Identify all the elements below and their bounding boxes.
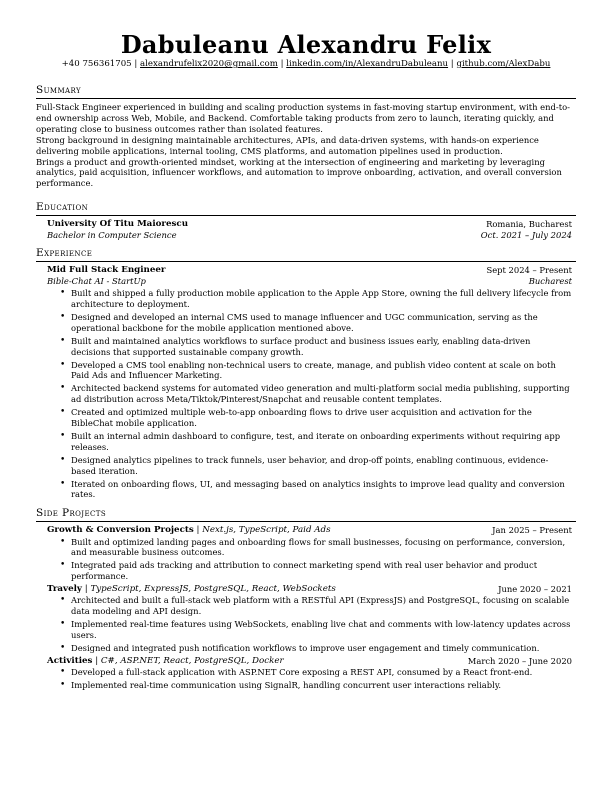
list-item: • Architected and built a full-stack web platform with a RESTful API (ExpressJS) and PostgreSQL, focusing on scalable data modeling and API design.: [71, 595, 572, 617]
email-link[interactable]: alexandrufelix2020@gmail.com: [140, 59, 278, 69]
section-heading-experience: Experience: [36, 247, 576, 262]
project-entry: [36, 525, 576, 582]
list-item: • Developed a CMS tool enabling non-technical users to create, manage, and publish video content at scale on both Paid Ads and Influencer Marketing.: [71, 360, 572, 382]
list-item: • Integrated paid ads tracking and attribution to connect marketing spend with real user behavior and product performance.: [71, 560, 572, 582]
contact-separator: |: [450, 59, 454, 69]
project-bullets: [47, 667, 572, 691]
list-item: • Built an internal admin dashboard to configure, test, and iterate on onboarding experiments without requiring app releases.: [71, 431, 572, 453]
school-location: Romania, Bucharest: [486, 219, 572, 230]
list-item: • Implemented real-time communication using SignalR, handling concurrent user interactions reliably.: [71, 680, 572, 691]
project-name: Activities: [47, 655, 93, 666]
list-item: • Iterated on onboarding flows, UI, and messaging based on analytics insights to improve lead quality and conversion rates.: [71, 479, 572, 501]
job-title: Mid Full Stack Engineer: [47, 264, 166, 275]
phone-number: +40 756361705: [61, 59, 132, 69]
summary-text: [36, 102, 576, 189]
project-tech: C#, ASP.NET, React, PostgreSQL, Docker: [100, 655, 284, 666]
project-dates: June 2020 – 2021: [498, 584, 572, 595]
list-item: • Designed and integrated push notification workflows to improve user engagement and timely communication.: [71, 643, 572, 654]
summary-paragraph: Strong background in designing maintainable architectures, APIs, and data-driven systems, with hands-on experience delivering mobile applications, internal tooling, CMS platforms, and automation pipelines used in production.: [36, 134, 539, 156]
project-name: Travely: [47, 584, 82, 595]
candidate-name: Dabuleanu Alexandru Felix: [120, 30, 492, 59]
list-item: • Implemented real-time features using WebSockets, enabling live chat and comments with low-latency updates across users.: [71, 619, 572, 641]
list-item: • Built and optimized landing pages and onboarding flows for small businesses, focusing on performance, conversion, and measurable business outcomes.: [71, 537, 572, 559]
list-item: • Designed analytics pipelines to track funnels, user behavior, and drop-off points, enabling continuous, evidence-based iteration.: [71, 455, 572, 477]
github-link[interactable]: github.com/AlexDabu: [456, 59, 551, 69]
list-item: • Created and optimized multiple web-to-app onboarding flows to drive user acquisition and activation for the BibleChat mobile application.: [71, 407, 572, 429]
contact-line: [36, 58, 576, 70]
resume-page: [36, 30, 576, 693]
project-entry: [36, 584, 576, 654]
list-item: • Built and shipped a fully production mobile application to the Apple App Store, owning the full delivery lifecycle from architecture to deployment.: [71, 288, 572, 310]
project-tech: Next.js, TypeScript, Paid Ads: [202, 525, 331, 536]
project-name: Growth & Conversion Projects: [47, 525, 194, 536]
list-item: • Developed a full-stack application with ASP.NET Core exposing a REST API, consumed by a React front-end.: [71, 667, 572, 678]
education-entry: [36, 219, 576, 241]
linkedin-link[interactable]: linkedin.com/in/AlexandruDabuleanu: [286, 59, 449, 69]
summary-paragraph: Brings a product and growth-oriented mindset, working at the intersection of engineering and marketing by leveraging analytics, paid acquisition, influencer workflows, and automation to improve onboarding, activation, and overall conversion performance.: [36, 156, 562, 189]
section-heading-education: Education: [36, 201, 576, 216]
project-separator: |: [95, 655, 99, 666]
list-item: • Designed and developed an internal CMS used to manage influencer and UGC communication, serving as the operational backbone for the mobile application mentioned above.: [71, 312, 572, 334]
summary-paragraph: Full-Stack Engineer experienced in building and scaling production systems in fast-moving startup environment, with end-to-end ownership across Web, Mobile, and Backend. Comfortable taking products from zero to launch, iterating quickly, and operating close to business outcomes rather than isolated features.: [36, 102, 570, 134]
project-separator: |: [196, 525, 200, 536]
section-heading-summary: Summary: [36, 84, 576, 99]
project-separator: |: [84, 584, 88, 595]
list-item: • Architected backend systems for automated video generation and multi-platform social media publishing, supporting ad distribution across Meta/Tiktok/Pinterest/Snapchat and reusable content templates.: [71, 383, 572, 405]
school-name: University Of Titu Maiorescu: [47, 219, 189, 230]
project-bullets: [47, 537, 572, 583]
job-location: Bucharest: [528, 275, 572, 286]
company-name: Bible-Chat AI - StartUp: [47, 275, 146, 286]
degree: Bachelor in Computer Science: [47, 230, 177, 241]
project-dates: March 2020 – June 2020: [467, 655, 572, 666]
project-bullets: [47, 595, 572, 654]
project-tech: TypeScript, ExpressJS, PostgreSQL, React, WebSockets: [90, 584, 336, 595]
education-dates: Oct. 2021 – July 2024: [480, 230, 572, 241]
experience-bullets: [47, 288, 572, 500]
experience-entry: [36, 265, 576, 501]
contact-separator: |: [280, 59, 284, 69]
project-entry: [36, 656, 576, 691]
contact-separator: |: [134, 59, 138, 69]
project-dates: Jan 2025 – Present: [492, 525, 572, 536]
section-heading-projects: Side Projects: [36, 507, 576, 522]
list-item: • Built and maintained analytics workflows to surface product and business issues early, enabling data-driven decisions that supported sustainable company growth.: [71, 336, 572, 358]
job-dates: Sept 2024 – Present: [486, 264, 572, 275]
